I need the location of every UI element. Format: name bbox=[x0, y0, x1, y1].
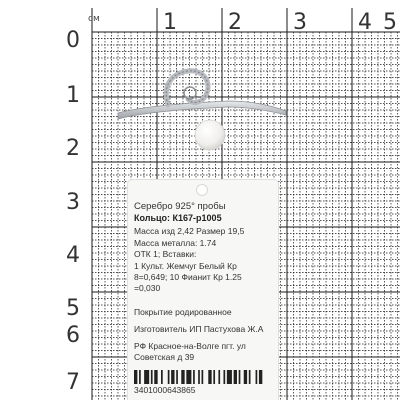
silver-ring bbox=[110, 55, 290, 175]
barcode-bar bbox=[171, 370, 174, 384]
barcode-bar bbox=[218, 370, 220, 384]
ruler-left-number-7: 7 bbox=[66, 370, 80, 395]
tag-line-otk: ОТК 1; Вставки: bbox=[134, 249, 197, 259]
ruler-left-number-1: 1 bbox=[66, 83, 80, 108]
barcode bbox=[134, 370, 264, 384]
barcode-bar bbox=[154, 370, 157, 384]
ruler-top-number-2: 2 bbox=[228, 10, 242, 35]
barcode-bar bbox=[259, 370, 262, 384]
ruler-left-number-3: 3 bbox=[66, 190, 80, 215]
ruler-left-number-0: 0 bbox=[66, 28, 80, 53]
barcode-bar bbox=[202, 370, 204, 384]
barcode-bar bbox=[227, 370, 232, 384]
ruler-unit-label: см bbox=[88, 14, 100, 24]
barcode-bar bbox=[193, 370, 195, 384]
ring-band bbox=[118, 101, 286, 119]
barcode-bar bbox=[186, 370, 191, 384]
ruler-left-number-4: 4 bbox=[66, 243, 80, 268]
tag-line-insert-fianit: 8=0,649; 10 Фианит Кр 1.25 bbox=[134, 272, 242, 282]
barcode-bar bbox=[161, 370, 163, 384]
barcode-bar bbox=[151, 370, 153, 384]
barcode-bar bbox=[181, 370, 184, 384]
pearl bbox=[195, 120, 225, 150]
barcode-number: 3401000643865 bbox=[134, 385, 196, 395]
barcode-bar bbox=[234, 370, 237, 384]
tag-line-insert-pearl: 1 Культ. Жемчуг Белый Кр bbox=[134, 261, 237, 271]
ruler-top-number-1: 1 bbox=[163, 10, 177, 35]
barcode-bar bbox=[213, 370, 215, 384]
tag-line-manufacturer: Изготовитель ИП Пастухова Ж.А bbox=[134, 324, 264, 334]
barcode-bar bbox=[198, 370, 200, 384]
ruler-top-number-4: 4 bbox=[358, 10, 372, 35]
barcode-bar bbox=[208, 370, 211, 384]
tag-line-address-1: РФ Красное-на-Волге пгт. ул bbox=[134, 341, 246, 351]
tag-line-coating: Покрытие родированное bbox=[134, 307, 232, 317]
tag-line-address-2: Советская д 39 bbox=[134, 352, 195, 362]
barcode-bar bbox=[244, 370, 247, 384]
ruler-left-number-5: 5 bbox=[66, 296, 80, 321]
tag-line-metal-mass: Масса металла: 1.74 bbox=[134, 238, 217, 248]
barcode-bar bbox=[249, 370, 251, 384]
tag-line-silver-grade: Серебро 925° пробы bbox=[134, 201, 226, 212]
ruler-left-number-6: 6 bbox=[66, 323, 80, 348]
ruler-top-number-5: 5 bbox=[383, 10, 397, 35]
barcode-bar bbox=[239, 370, 241, 384]
ruler-top-number-3: 3 bbox=[293, 10, 307, 35]
barcode-bar bbox=[134, 370, 137, 384]
barcode-bar bbox=[176, 370, 178, 384]
tag-line-insert-weight: =0,030 bbox=[134, 283, 161, 293]
tag-hole bbox=[196, 184, 208, 196]
product-tag bbox=[128, 180, 278, 400]
ruler-left-number-2: 2 bbox=[66, 136, 80, 161]
barcode-bar bbox=[139, 370, 141, 384]
barcode-bar bbox=[223, 370, 225, 384]
tag-line-mass-size: Масса изд 2,42 Размер 19,5 bbox=[134, 226, 245, 236]
barcode-bar bbox=[144, 370, 149, 384]
barcode-bar bbox=[256, 370, 258, 384]
barcode-bar bbox=[168, 370, 170, 384]
tag-line-article: Кольцо: К167-р1005 bbox=[134, 213, 222, 223]
ring-center-loop bbox=[184, 87, 196, 99]
